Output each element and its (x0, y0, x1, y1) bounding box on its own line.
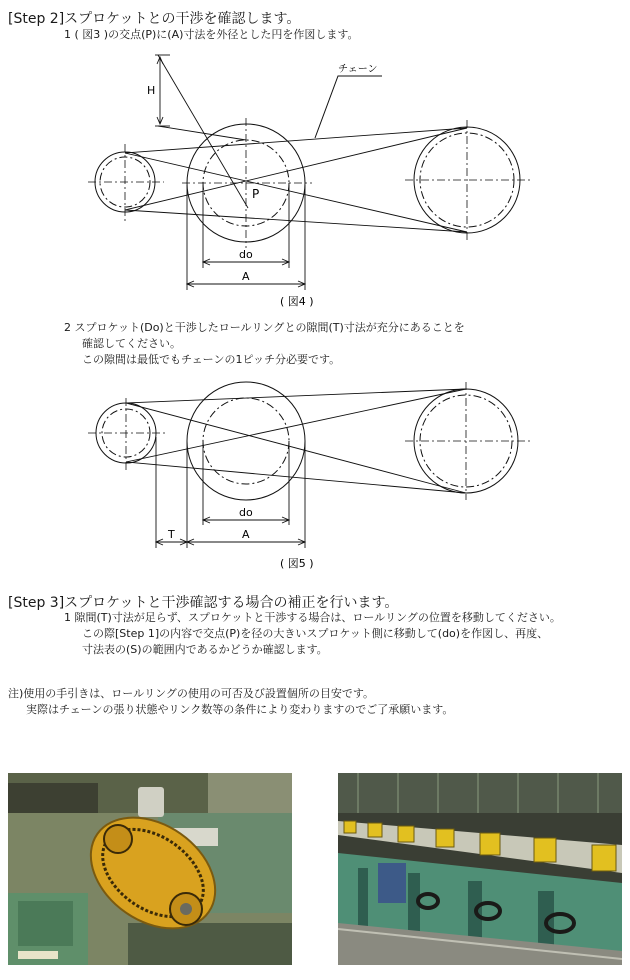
note-line2: 実際はチェーンの張り状態やリンク数等の条件により変わりますのでご了承願います。 (26, 703, 454, 716)
fig4-label-a: A (242, 270, 250, 283)
step3-line2: この際[Step 1]の内容で交点(P)を径の大きいスプロケット側に移動して(do)を作図し、再度、 (82, 627, 549, 640)
fig5-chain-lines (126, 389, 466, 493)
fig4-h-construction (155, 55, 248, 208)
step3-heading: [Step 3]スプロケットと干渉確認する場合の補正を行います。 (8, 595, 399, 611)
fig5-dimensions (156, 437, 305, 548)
fig4-label-do: do (239, 248, 253, 261)
fig5-label-t: T (168, 528, 175, 541)
step3-line1: 1 隙間(T)寸法が足らず、スプロケットと干渉する場合は、ロールリングの位置を移動してください。 (64, 611, 561, 624)
step3-line3: 寸法表の(S)の範囲内であるかどうか確認します。 (82, 643, 328, 656)
photo-roll-ring-conveyor-line (338, 773, 622, 965)
step2-item1: 1 ( 図3 )の交点(P)に(A)寸法を外径とした円を作図します。 (64, 28, 359, 41)
item2-line1: 2 スプロケット(Do)と干渉したロールリングとの隙間(T)寸法が充分にあることを (64, 321, 465, 334)
fig5-label-a: A (242, 528, 250, 541)
fig4-label-p: P (252, 187, 260, 201)
step2-heading: [Step 2]スプロケットとの干渉を確認します。 (8, 11, 301, 27)
photo-roll-ring-installation (8, 773, 292, 965)
figure-5 (0, 378, 630, 578)
fig5-do-circle (203, 398, 289, 484)
fig4-caption: ( 図4 ) (280, 295, 314, 308)
fig5-caption: ( 図5 ) (280, 557, 314, 570)
fig4-label-h: H (147, 84, 156, 97)
figure-4 (0, 44, 630, 314)
item2-line3: この隙間は最低でもチェーンの1ピッチ分必要です。 (82, 353, 341, 366)
note-line1: 注)使用の手引きは、ロールリングの使用の可否及び設置個所の目安です。 (8, 687, 374, 700)
item2-line2: 確認してください。 (82, 337, 181, 350)
fig4-chain-lines (125, 128, 467, 232)
fig5-label-do: do (239, 506, 253, 519)
fig4-label-chain: チェーン (338, 64, 378, 75)
fig4-chain-leader (315, 76, 382, 138)
